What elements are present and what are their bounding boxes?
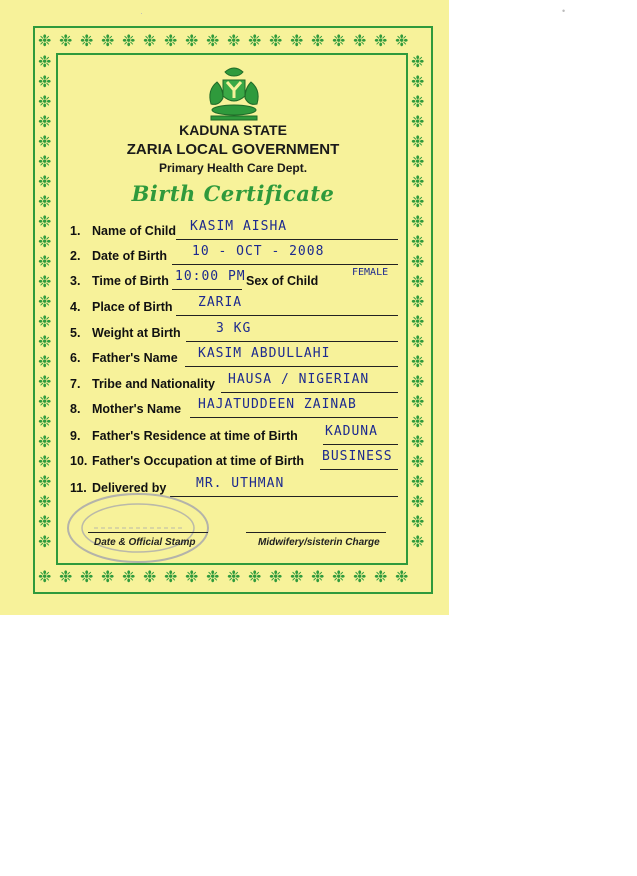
snowflake-ornament-icon: ❉ [411, 252, 425, 271]
snowflake-ornament-icon: ❉ [290, 567, 304, 586]
stamp-label: Date & Official Stamp [94, 537, 196, 548]
field-number: 3. [70, 274, 81, 288]
snowflake-ornament-icon: ❉ [185, 31, 199, 50]
field-row [70, 224, 176, 238]
field-row [70, 454, 304, 468]
field-row [70, 326, 181, 340]
snowflake-ornament-icon: ❉ [80, 31, 94, 50]
snowflake-ornament-icon: ❉ [59, 567, 73, 586]
field-value: KADUNA [325, 424, 378, 439]
snowflake-ornament-icon: ❉ [227, 31, 241, 50]
snowflake-ornament-icon: ❉ [411, 412, 425, 431]
field-number: 7. [70, 377, 81, 391]
snowflake-ornament-icon: ❉ [411, 292, 425, 311]
field-value: 10 - OCT - 2008 [192, 244, 325, 259]
snowflake-ornament-icon: ❉ [38, 432, 52, 451]
snowflake-ornament-icon: ❉ [374, 567, 388, 586]
field-row [70, 402, 181, 416]
field-value: 3 KG [216, 321, 252, 336]
field-underline [172, 264, 398, 265]
snowflake-ornament-icon: ❉ [353, 31, 367, 50]
field-label: Time of Birth [92, 274, 169, 288]
coat-of-arms-icon [203, 64, 265, 122]
snowflake-ornament-icon: ❉ [143, 567, 157, 586]
scan-mark: • [562, 6, 566, 16]
snowflake-ornament-icon: ❉ [38, 352, 52, 371]
field-value: HAJATUDDEEN ZAINAB [198, 397, 357, 412]
field-underline [320, 469, 398, 470]
field-row [70, 351, 178, 365]
snowflake-ornament-icon: ❉ [38, 132, 52, 151]
snowflake-ornament-icon: ❉ [332, 31, 346, 50]
sex-value: FEMALE [352, 267, 389, 278]
department-heading: Primary Health Care Dept. [158, 161, 308, 175]
snowflake-ornament-icon: ❉ [38, 92, 52, 111]
snowflake-ornament-icon: ❉ [38, 512, 52, 531]
field-row [70, 274, 169, 288]
field-underline [176, 315, 398, 316]
snowflake-ornament-icon: ❉ [411, 132, 425, 151]
snowflake-ornament-icon: ❉ [332, 567, 346, 586]
field-value: 10:00 PM [175, 269, 246, 284]
snowflake-ornament-icon: ❉ [311, 567, 325, 586]
field-number: 10. [70, 454, 88, 468]
snowflake-ornament-icon: ❉ [38, 472, 52, 491]
field-underline [221, 392, 398, 393]
field-label: Weight at Birth [92, 326, 181, 340]
field-value: KASIM AISHA [190, 219, 288, 234]
field-underline [185, 366, 398, 367]
snowflake-ornament-icon: ❉ [411, 72, 425, 91]
field-label: Tribe and Nationality [92, 377, 215, 391]
snowflake-ornament-icon: ❉ [38, 112, 52, 131]
field-underline [323, 444, 398, 445]
field-number: 4. [70, 300, 81, 314]
snowflake-ornament-icon: ❉ [206, 567, 220, 586]
field-number: 6. [70, 351, 81, 365]
snowflake-ornament-icon: ❉ [38, 232, 52, 251]
snowflake-ornament-icon: ❉ [38, 212, 52, 231]
midwife-signature-line [246, 532, 386, 533]
snowflake-ornament-icon: ❉ [59, 31, 73, 50]
certificate-paper [0, 0, 449, 615]
snowflake-ornament-icon: ❉ [164, 31, 178, 50]
snowflake-ornament-icon: ❉ [38, 492, 52, 511]
field-number: 2. [70, 249, 81, 263]
snowflake-ornament-icon: ❉ [206, 31, 220, 50]
snowflake-ornament-icon: ❉ [411, 332, 425, 351]
field-number: 1. [70, 224, 81, 238]
snowflake-ornament-icon: ❉ [411, 472, 425, 491]
field-label: Name of Child [92, 224, 177, 238]
snowflake-ornament-icon: ❉ [122, 567, 136, 586]
snowflake-ornament-icon: ❉ [311, 31, 325, 50]
snowflake-ornament-icon: ❉ [411, 192, 425, 211]
scan-mark: · [140, 8, 143, 18]
snowflake-ornament-icon: ❉ [353, 567, 367, 586]
snowflake-ornament-icon: ❉ [38, 452, 52, 471]
certificate-title: Birth Certificate [131, 181, 335, 206]
field-label: Father's Name [92, 351, 178, 365]
snowflake-ornament-icon: ❉ [411, 512, 425, 531]
snowflake-ornament-icon: ❉ [164, 567, 178, 586]
field-label: Father's Occupation at time of Birth [92, 454, 305, 468]
snowflake-ornament-icon: ❉ [38, 192, 52, 211]
snowflake-ornament-icon: ❉ [248, 567, 262, 586]
snowflake-ornament-icon: ❉ [227, 567, 241, 586]
snowflake-ornament-icon: ❉ [185, 567, 199, 586]
snowflake-ornament-icon: ❉ [395, 31, 409, 50]
field-label: Delivered by [92, 481, 167, 495]
snowflake-ornament-icon: ❉ [290, 31, 304, 50]
snowflake-ornament-icon: ❉ [101, 567, 115, 586]
snowflake-ornament-icon: ❉ [122, 31, 136, 50]
field-value: ZARIA [198, 295, 243, 310]
snowflake-ornament-icon: ❉ [411, 52, 425, 71]
official-stamp-icon [64, 490, 212, 568]
field-label: Place of Birth [92, 300, 173, 314]
snowflake-ornament-icon: ❉ [269, 31, 283, 50]
snowflake-ornament-icon: ❉ [395, 567, 409, 586]
field-label: Mother's Name [92, 402, 182, 416]
snowflake-ornament-icon: ❉ [38, 412, 52, 431]
snowflake-ornament-icon: ❉ [411, 492, 425, 511]
snowflake-ornament-icon: ❉ [38, 312, 52, 331]
field-value: HAUSA / NIGERIAN [228, 372, 370, 387]
field-row [70, 429, 298, 443]
snowflake-ornament-icon: ❉ [101, 31, 115, 50]
snowflake-ornament-icon: ❉ [411, 352, 425, 371]
field-label: Father's Residence at time of Birth [92, 429, 298, 443]
snowflake-ornament-icon: ❉ [38, 252, 52, 271]
field-underline [190, 417, 398, 418]
state-heading: KADUNA STATE [179, 122, 287, 138]
snowflake-ornament-icon: ❉ [38, 152, 52, 171]
field-number: 11. [70, 481, 87, 495]
snowflake-ornament-icon: ❉ [374, 31, 388, 50]
snowflake-ornament-icon: ❉ [248, 31, 262, 50]
snowflake-ornament-icon: ❉ [411, 172, 425, 191]
snowflake-ornament-icon: ❉ [38, 292, 52, 311]
snowflake-ornament-icon: ❉ [411, 272, 425, 291]
snowflake-ornament-icon: ❉ [38, 172, 52, 191]
snowflake-ornament-icon: ❉ [38, 372, 52, 391]
snowflake-ornament-icon: ❉ [411, 532, 425, 551]
field-number: 5. [70, 326, 81, 340]
sex-label: Sex of Child [246, 274, 319, 288]
field-number: 9. [70, 429, 81, 443]
snowflake-ornament-icon: ❉ [38, 392, 52, 411]
field-underline [172, 289, 242, 290]
lga-heading: ZARIA LOCAL GOVERNMENT [126, 141, 340, 158]
field-value: KASIM ABDULLAHI [198, 346, 331, 361]
field-value: MR. UTHMAN [196, 476, 285, 491]
snowflake-ornament-icon: ❉ [38, 532, 52, 551]
field-number: 8. [70, 402, 81, 416]
snowflake-ornament-icon: ❉ [143, 31, 157, 50]
field-value: BUSINESS [322, 449, 393, 464]
snowflake-ornament-icon: ❉ [38, 52, 52, 71]
field-row [70, 300, 173, 314]
stamp-signature-line [88, 532, 208, 533]
field-underline [186, 341, 398, 342]
snowflake-ornament-icon: ❉ [38, 567, 52, 586]
snowflake-ornament-icon: ❉ [38, 332, 52, 351]
snowflake-ornament-icon: ❉ [269, 567, 283, 586]
snowflake-ornament-icon: ❉ [411, 312, 425, 331]
snowflake-ornament-icon: ❉ [80, 567, 94, 586]
field-underline [176, 239, 398, 240]
snowflake-ornament-icon: ❉ [38, 72, 52, 91]
snowflake-ornament-icon: ❉ [411, 432, 425, 451]
snowflake-ornament-icon: ❉ [411, 392, 425, 411]
field-row [70, 249, 167, 263]
snowflake-ornament-icon: ❉ [411, 92, 425, 111]
midwife-label: Midwifery/sisterin Charge [258, 537, 380, 548]
snowflake-ornament-icon: ❉ [411, 232, 425, 251]
field-label: Date of Birth [92, 249, 167, 263]
snowflake-ornament-icon: ❉ [411, 152, 425, 171]
snowflake-ornament-icon: ❉ [38, 31, 52, 50]
snowflake-ornament-icon: ❉ [411, 372, 425, 391]
snowflake-ornament-icon: ❉ [411, 452, 425, 471]
field-row [70, 377, 215, 391]
snowflake-ornament-icon: ❉ [411, 112, 425, 131]
snowflake-ornament-icon: ❉ [38, 272, 52, 291]
snowflake-ornament-icon: ❉ [411, 212, 425, 231]
